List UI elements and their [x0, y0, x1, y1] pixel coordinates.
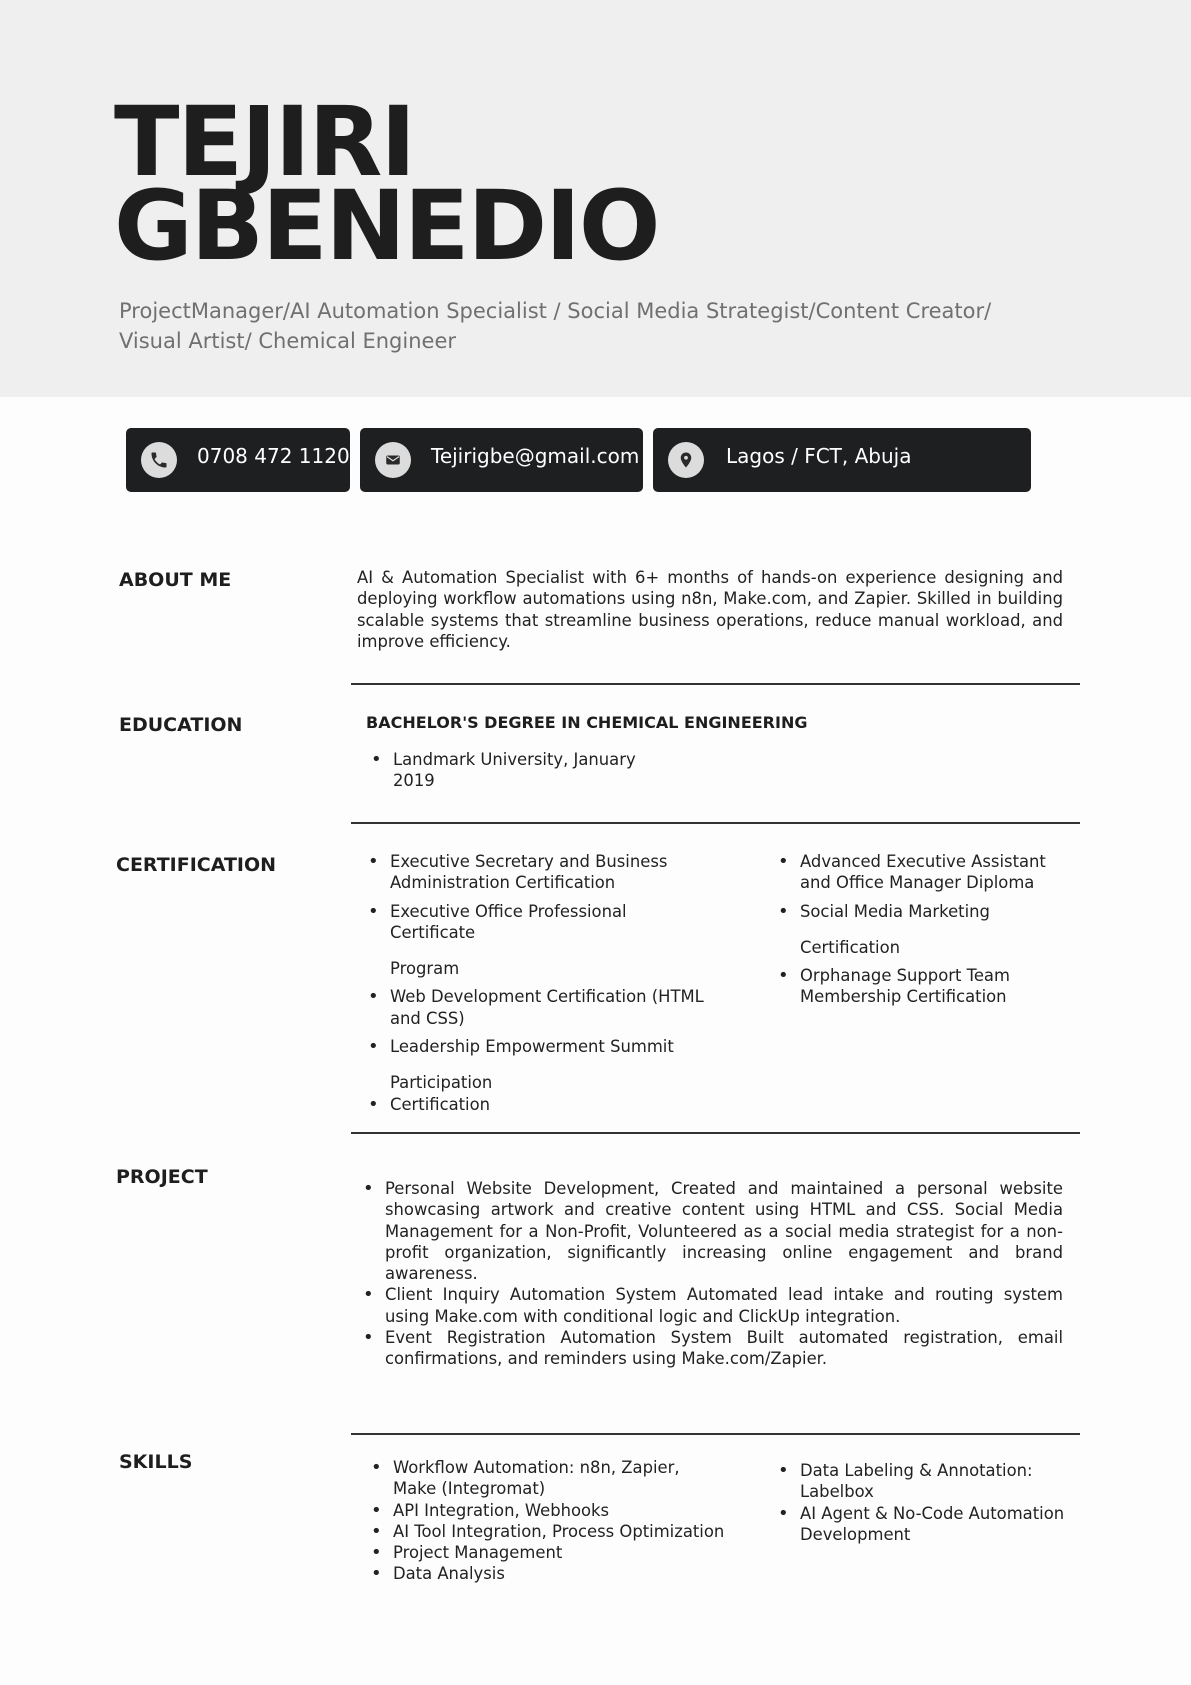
- certification-heading: CERTIFICATION: [116, 854, 277, 876]
- skills-heading: SKILLS: [119, 1451, 193, 1473]
- section-divider: [351, 1433, 1080, 1435]
- list-item: • Personal Website Development, Created and maintained a personal website showcasing artwork and creative content using HTML and CSS. Social Media Management for a Non-Profit, Volunteered as a social media strategist for a non-profit organization, significantly increasing online engagement and brand awareness.: [359, 1178, 1063, 1284]
- list-item: • Workflow Automation: n8n, Zapier, Make (Integromat): [367, 1457, 727, 1500]
- about-text: AI & Automation Specialist with 6+ months of hands-on experience designing and deploying workflow automations using n8n, Make.com, and Zapier. Skilled in building scalable systems that streamline business operations, reduce manual workload, and improve efficiency.: [357, 568, 1063, 651]
- phone-pill[interactable]: [126, 428, 350, 492]
- project-list: [359, 1178, 1063, 1370]
- list-item-continuation: Program: [390, 959, 460, 979]
- education-list: [367, 749, 667, 792]
- certification-list-right: [774, 851, 1064, 1008]
- last-name: GBENEDIO: [114, 170, 659, 282]
- list-item: • Web Development Certification (HTML and CSS): [364, 986, 714, 1029]
- location-pin-icon: [668, 442, 704, 478]
- certification-list-left: [364, 851, 714, 1115]
- location: Lagos / FCT, Abuja: [726, 444, 912, 468]
- list-item: • Social Media Marketing: [774, 901, 1064, 922]
- list-item: [367, 749, 667, 792]
- list-item: • Executive Office Professional Certificate: [364, 901, 714, 944]
- list-item: • Event Registration Automation System Built automated registration, email confirmations, and reminders using Make.com/Zapier.: [359, 1327, 1063, 1370]
- list-item: • AI Agent & No-Code Automation Development: [774, 1503, 1074, 1546]
- project-heading: PROJECT: [116, 1166, 208, 1188]
- phone-number: 0708 472 1120: [197, 444, 350, 468]
- list-item: • Project Management: [367, 1542, 727, 1563]
- list-item: • API Integration, Webhooks: [367, 1500, 727, 1521]
- list-item: • Data Labeling & Annotation: Labelbox: [774, 1460, 1074, 1503]
- school-line-2: 2019: [393, 771, 435, 791]
- list-item-continuation: Participation: [390, 1073, 493, 1093]
- about-heading: ABOUT ME: [119, 569, 232, 591]
- job-title: [119, 296, 1019, 356]
- list-item: • Client Inquiry Automation System Automated lead intake and routing system using Make.com with conditional logic and ClickUp integration.: [359, 1284, 1063, 1327]
- location-pill[interactable]: [653, 428, 1031, 492]
- first-name: TEJIRI: [114, 86, 415, 198]
- list-item: • Data Analysis: [367, 1563, 727, 1584]
- education-heading: EDUCATION: [119, 714, 243, 736]
- skills-list-right: [774, 1460, 1074, 1545]
- degree-title: BACHELOR'S DEGREE IN CHEMICAL ENGINEERING: [366, 713, 808, 732]
- list-item: • Certification: [364, 1094, 714, 1115]
- list-item-continuation: Certification: [800, 937, 901, 957]
- school-line-1: Landmark University, January: [393, 750, 636, 769]
- list-item: • Leadership Empowerment Summit: [364, 1036, 714, 1057]
- email-pill[interactable]: [360, 428, 643, 492]
- list-item: • Executive Secretary and Business Administration Certification: [364, 851, 714, 894]
- section-divider: [351, 683, 1080, 685]
- mail-icon: [375, 442, 411, 478]
- list-item: • Orphanage Support Team Membership Certification: [774, 965, 1064, 1008]
- section-divider: [351, 822, 1080, 824]
- phone-icon: [141, 442, 177, 478]
- skills-list-left: [367, 1457, 727, 1585]
- job-title-line-2: Visual Artist/ Chemical Engineer: [119, 329, 456, 353]
- section-divider: [351, 1132, 1080, 1134]
- job-title-line-1: ProjectManager/AI Automation Specialist / Social Media Strategist/Content Creator/: [119, 299, 992, 323]
- full-name: [114, 86, 659, 282]
- email-address: Tejirigbe@gmail.com: [431, 444, 640, 468]
- list-item: • AI Tool Integration, Process Optimization: [367, 1521, 727, 1542]
- list-item: • Advanced Executive Assistant and Office Manager Diploma: [774, 851, 1064, 894]
